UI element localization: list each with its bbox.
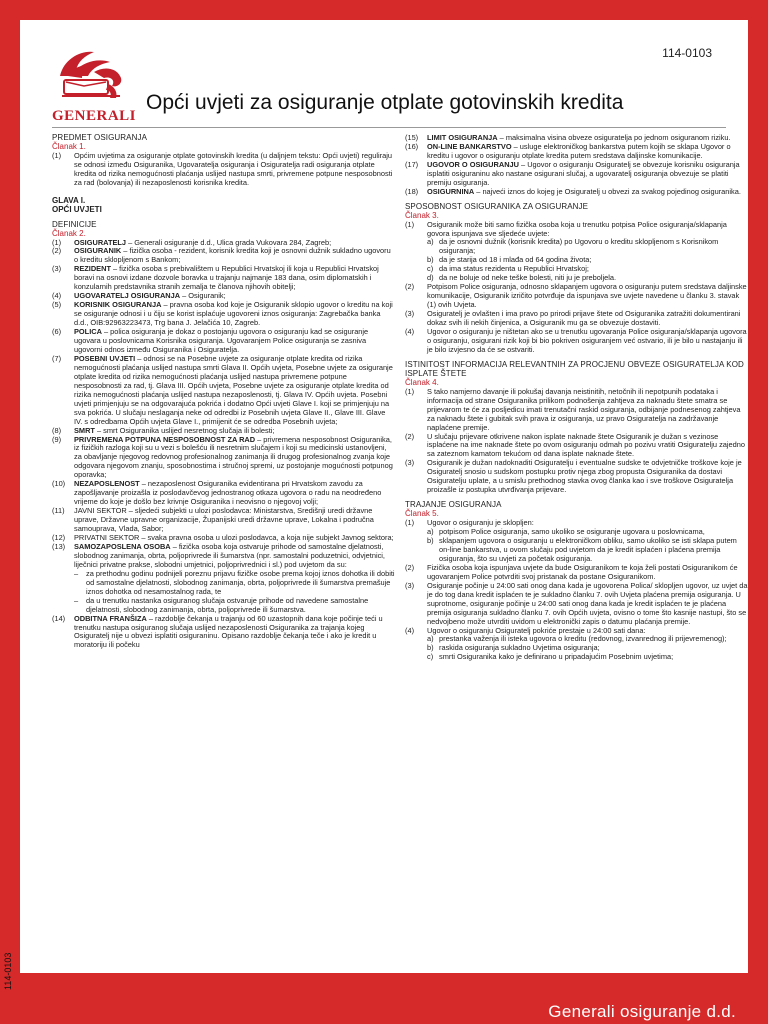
clause-item: [405, 143, 748, 161]
clause-text: – usluge elektroničkog bankarstva putem kojih se sklapa Ugovor o kreditu i ugovor o osiguranju otplate kredita putem sredstava daljinske komunikacije.: [427, 141, 731, 160]
chapter-heading: GLAVA I.: [52, 195, 86, 205]
clause-text: – razdoblje čekanja u trajanju od 60 uzastopnih dana koje počinje teći u trenutku nastupa osiguranog slučaja uslijed nezaposlenosti Osiguranika za trajanja kojeg Osiguratelj nije u obvezi isplatiti osiguraninu. Opisano razdoblje čekanja teče i ako je kredit u moratoriju ili počeku: [74, 613, 383, 650]
clause-text: – fizička osoba koja ostvaruje prihode od samostalne djelatnosti, slobodnog zanimanja, obrta, poljoprivrede ili šumarstva (npr. samostalni poduzetnici, odvjetnici, liječnici privatne prakse, slobodni umjetnici, poljoprivrednici i sl.) pod uvjetom da su:: [74, 541, 385, 569]
clause-text: – najveći iznos do kojeg je Osiguratelj u obvezi za svakog pojedinog osiguranika.: [474, 186, 741, 196]
clause-term: POSEBNI UVJETI: [74, 353, 136, 363]
clause-item: [405, 283, 748, 310]
sub-clause-text: za prethodnu godinu podnijeli poreznu prijavu fizičke osobe prema kojoj iznos dohotka ili dobiti od samostalne djelatnosti, slobodnog zanimanja, obrta, poljoprivrede ili šumarstva premašuje iznos dohotka od nesamostalnog rada, te: [86, 568, 395, 596]
clause-text: – Generali osiguranje d.d., Ulica grada Vukovara 284, Zagreb;: [126, 237, 332, 247]
clause-number: (4): [52, 291, 62, 301]
clause-text: Osiguratelj je ovlašten i ima pravo po prirodi prijave štete od Osiguranika zatražiti dokumentirani dokaz svih ili nekih činjenica, a Osiguranik mu ga se obvezuje dostaviti.: [427, 309, 741, 328]
article-number: Članak 5.: [405, 509, 439, 519]
sub-clause: [405, 238, 748, 256]
clause-text: – pravna osoba kod koje je Osiguranik sklopio ugovor o kreditu na koji se osiguranje odnosi i u čiju se korist isplaćuje ugovoreni iznos osiguranja: Zagrebačka banka d.d., OIB:92963223473, Trg bana J. Jelačića 10, Zagreb.: [74, 300, 393, 328]
right-column: [405, 134, 748, 662]
clause-item: [52, 480, 395, 507]
clause-number: (15): [405, 133, 419, 142]
clause-number: (14): [52, 613, 66, 623]
sub-clause-text: sklapanjem ugovora o osiguranju u elektroničkom obliku, samo ukoliko se isti sklapa putem on-line bankarstva, u ovom slučaju pod uvjetom da je kredit isplaćen i plaćena premija osiguranja, što su uvjeti za početak osiguranja.: [439, 535, 737, 563]
chapter-heading: OPĆI UVJETI: [52, 204, 102, 214]
sub-clause-text: da ne boluje od neke teške bolesti, niti ju je preboljela.: [439, 273, 617, 283]
clause-text: Osiguranje počinje u 24:00 sati onog dana kada je ugovorena Polica/ sklopljen ugovor, uz uvjet da je do tog dana kredit isplaćen te je sukladno članku 7. ovih Uvjeta plaćena premija osiguranja. U suprotnome, osiguranje počinje u 24:00 sati onog dana kada je kredit isplaćen te je plaćena premija osiguranja sukladno članku 7. ovih Općih uvjeta, ovisno o tome što kasnije nastupi, što se nedvojbeno može utvrditi uvidom u elektronički zapis o datumu plaćanja premije.: [427, 580, 748, 626]
clause-number: (1): [405, 386, 415, 396]
page-title: Opći uvjeti za osiguranje otplate gotovinskih kredita: [146, 91, 624, 114]
article-number: Članak 2.: [52, 228, 86, 238]
section-heading: TRAJANJE OSIGURANJA: [405, 500, 502, 510]
section-heading: DEFINICIJE: [52, 219, 97, 229]
clause-item: [405, 459, 748, 495]
clause-item: [405, 328, 748, 355]
spacer: [52, 188, 395, 197]
clause-number: (4): [405, 625, 415, 635]
clause-item: [52, 615, 395, 651]
clause-number: (6): [52, 327, 62, 337]
sub-clause: [52, 597, 395, 615]
clause-item: [405, 433, 748, 460]
clause-text: Općim uvjetima za osiguranje otplate gotovinskih kredita (u daljnjem tekstu: Opći uvjeti) reguliraju se odnosi između Osiguranika, Ugovaratelja osiguranja i Osiguratelja radi osiguranja otplate kredita od rizika nemogućnosti plaćanja uslijed nastupa smrti, privremene potpune nesposobnosti za rad (bolovanja) ili nezaposlenosti korisnika kredita.: [74, 150, 393, 187]
brand-wordmark: GENERALI: [52, 108, 137, 124]
clause-text: JAVNI SEKTOR – sljedeći subjekti u ulozi poslodavca: Ministarstva, Središnji uredi državne uprave, Državne upravne organizacije, Županijski uredi državne uprave, Lokalna i područna samouprava, Vlada, Sabor;: [74, 506, 374, 534]
clause-number: (12): [52, 532, 66, 542]
sub-clause-text: da ima status rezidenta u Republici Hrvatskoj;: [439, 264, 589, 274]
document-number: 114-0103: [662, 46, 712, 60]
clause-text: – fizička osoba s prebivalištem u Republici Hrvatskoj ili koja u Republici Hrvatskoj boravi na osnovi izdane dozvole boravka u trajanju najmanje 183 dana, osim diplomatskih i konzularnih predstavnika stranih zemalja te članova njihovih obitelji;: [74, 264, 379, 292]
clause-number: (1): [52, 237, 62, 247]
clause-item: [405, 221, 748, 239]
clause-term: POLICA: [74, 327, 102, 337]
sub-clause-text: da je starija od 18 i mlađa od 64 godina života;: [439, 255, 592, 265]
clause-number: (7): [52, 353, 62, 363]
section-heading: SPOSOBNOST OSIGURANIKA ZA OSIGURANJE: [405, 201, 589, 211]
side-document-code: 114-0103: [3, 952, 13, 990]
clause-number: (16): [405, 141, 419, 151]
clause-number: (18): [405, 186, 419, 196]
clause-item: [405, 388, 748, 433]
article-number: Članak 1.: [52, 141, 86, 151]
sub-clause: [405, 537, 748, 564]
sub-clause-marker: a): [427, 634, 434, 644]
clause-item: [52, 355, 395, 427]
clause-number: (8): [52, 425, 62, 435]
clause-number: (13): [52, 541, 66, 551]
clause-text: – Ugovor o osiguranju Osiguratelj se obvezuje korisniku osiguranja isplatiti osiguraninu ako nastane osigurani slučaj, a ugovaratelj osiguranja obvezuje se platiti premiju osiguranja.: [427, 159, 740, 187]
article-number: Članak 3.: [405, 210, 439, 220]
company-name: Generali osiguranje d.d.: [548, 1002, 736, 1021]
sub-clause-text: prestanka važenja ili isteka ugovora o kreditu (redovnog, izvanrednog ili prijevremenog);: [439, 634, 727, 644]
sub-clause-marker: b): [427, 255, 434, 265]
clause-item: [52, 507, 395, 534]
clause-text: – smrt Osiguranika uslijed nesretnog slučaja ili bolesti;: [94, 425, 275, 435]
clause-term: OSIGURATELJ: [74, 237, 127, 247]
sub-clause-text: da u trenutku nastanka osiguranog slučaja ostvaruje prihode od navedene samostalne djelatnosti, slobodnog zanimanja, obrta, poljoprivrede ili šumarstva.: [86, 595, 369, 614]
article-number: Članak 4.: [405, 377, 439, 387]
clause-term: KORISNIK OSIGURANJA: [74, 300, 162, 310]
clause-number: (1): [405, 219, 415, 229]
clause-text: – fizička osoba - rezident, korisnik kredita koji je osnovni dužnik sukladno ugovoru o kreditu sklopljenom s Bankom;: [74, 246, 391, 265]
clause-text: Osiguranik može biti samo fizička osoba koja u trenutku potpisa Police osiguranja/sklapanja govora ispunjava sve sljedeće uvjete:: [427, 219, 727, 238]
clause-number: (3): [52, 264, 62, 274]
sub-clause-text: da je osnovni dužnik (korisnik kredita) po Ugovoru o kreditu sklopljenom s Korisnikom osiguranja;: [439, 237, 719, 256]
clause-item: [52, 436, 395, 481]
clause-item: [405, 188, 748, 197]
clause-term: PRIVREMENA POTPUNA NESPOSOBNOST ZA RAD: [74, 434, 256, 444]
clause-item: [52, 152, 395, 188]
left-column: [52, 134, 395, 662]
clause-term: ODBITNA FRANŠIZA: [74, 613, 147, 623]
clause-text: – nezaposlenost Osiguranika evidentirana pri Hrvatskom zavodu za zapošljavanje proizašla iz poslodavčevog jednostranog otkaza ugovora o radu na neodređeno vrijeme do koje je došlo bez krivnje Osiguranika i neovisno o njegovoj volji;: [74, 479, 382, 507]
sub-clause-marker: a): [427, 527, 434, 537]
clause-term: SMRT: [74, 425, 95, 435]
sub-clause-text: raskida osiguranja sukladno Uvjetima osiguranja;: [439, 643, 600, 653]
clause-number: (2): [405, 562, 415, 572]
sub-clause-marker: –: [74, 595, 79, 605]
sub-clause: [405, 653, 748, 662]
clause-item: [405, 582, 748, 627]
clause-text: PRIVATNI SEKTOR – svaka pravna osoba u ulozi poslodavca, a koja nije subjekt Javnog sektora;: [74, 532, 394, 542]
clause-number: (10): [52, 479, 66, 489]
sub-clause-marker: –: [74, 568, 79, 578]
clause-text: – Osiguranik;: [180, 291, 226, 301]
clause-item: [52, 247, 395, 265]
clause-number: (1): [52, 150, 62, 160]
clause-number: (11): [52, 506, 65, 516]
clause-term: REZIDENT: [74, 264, 111, 274]
clause-text: – privremena nesposobnost Osiguranika, iz fizičkih razloga koji su u vezi s bolešću ili nesretnim slučajem i koji su medicinski ustanovljeni, za obavljanje njegovog redovnog profesionalnog zanimanja ili drugog profesionalnog zvanja koje odgovara njegovom znanju, sposobnostima i stručnoj spremi, uz postojanje mogućnosti potpunog oporavka;: [74, 434, 393, 480]
clause-text: Potpisom Police osiguranja, odnosno sklapanjem ugovora o osiguranju putem sredstava daljinske komunikacije, Osiguranik izričito potvrđuje da ispunjava sve uvjete navedene u članku 3. stavak (1) ovih Uvjeta.: [427, 282, 747, 310]
clause-text: – maksimalna visina obveze osiguratelja po jednom osiguranom riziku.: [497, 133, 731, 142]
header-divider: [52, 127, 726, 128]
clause-term: OSIGURANIK: [74, 246, 122, 256]
document-page: [20, 20, 748, 973]
section-heading: PREDMET OSIGURANJA: [52, 133, 147, 142]
clause-text: – odnosi se na Posebne uvjete za osiguranje otplate kredita od rizika nemogućnosti plaćanja uslijed nastupa smrti Glava II. Općih uvjeta, Posebne uvjete za osiguranje otplate kredita od rizika nemogućnosti plaćanja uslijed nastupa privremene potpune nesposobnosti za rad, tj. Glava III. Općih uvjeta, Posebne uvjete za osiguranje otplate kredita od rizika nemogućnosti plaćanja uslijed nastupa nezaposlenosti, tj. Glava IV. Općih uvjeta. Posebni uvjeti primjenjuju se na odgovarajuća pokrića i dodatno Opći uvjeti Glave I. koji se primjenjuju na sva pokrića. U slučaju neslaganja neke od odredbi iz Posebnih uvjeta Glave II., Glave III. Glave IV. s odredbama Općih uvjeta Glave I., primijenit će se odredba Posebnih uvjeta;: [74, 353, 393, 426]
sub-clause-marker: c): [427, 264, 434, 274]
sub-clause-marker: b): [427, 643, 434, 653]
clause-text: Fizička osoba koja ispunjava uvjete da bude Osiguranikom te koja želi postati Osiguranikom će ugovaranjem Police potvrditi svoj pristanak da postane Osiguranikom.: [427, 562, 738, 581]
clause-text: S tako namjerno davanje ili pokušaj davanja neistinitih, netočnih ili nepotpunih podataka i informacija od strane Osiguranika prilikom podnošenja zahtjeva za naknadu štete smatra se prijevarom te će za posljedicu imati trenutačni raskid osiguranja, odbijanje podnesenog zahtjeva za naknadu štete i gubitak svih prava iz osiguranja, uz pravo Osiguratelja na zadržavanje naplaćene premije.: [427, 386, 741, 432]
sub-clause-marker: a): [427, 237, 434, 247]
clause-term: OSIGURNINA: [427, 186, 475, 196]
content-columns: [52, 134, 748, 662]
clause-number: (2): [405, 282, 415, 292]
clause-text: – polica osiguranja je dokaz o postojanju ugovora o osiguranju kad se osiguranje ugovara u poslovnicama Korisnika osiguranja. Ugovaranjem Police osiguranja se zasniva ugovorni odnos između Osiguranika i Osiguratelja.: [74, 327, 369, 354]
sub-clause-marker: d): [427, 273, 434, 283]
sub-clause-text: smrti Osiguranika kako je definirano u pripadajućim Posebnim uvjetima;: [439, 652, 674, 662]
clause-term: NEZAPOSLENOST: [74, 479, 140, 489]
clause-number: (5): [52, 300, 62, 310]
clause-number: (3): [405, 458, 415, 468]
clause-text: Ugovor o osiguranju je sklopljen:: [427, 518, 534, 528]
clause-number: (4): [405, 327, 415, 337]
clause-text: Ugovor o osiguranju Osiguratelj pokriće prestaje u 24:00 sati dana:: [427, 625, 646, 635]
section-heading: ISTINITOST INFORMACIJA RELEVANTNIH ZA PROCJENU OBVEZE OSIGURATELJA KOD ISPLATE ŠTETE: [405, 359, 744, 378]
clause-item: [52, 265, 395, 292]
clause-number: (2): [52, 246, 62, 256]
clause-term: LIMIT OSIGURANJA: [427, 133, 498, 142]
clause-item: [405, 310, 748, 328]
clause-term: UGOVOR O OSIGURANJU: [427, 159, 519, 169]
clause-number: (1): [405, 518, 415, 528]
sub-clause-marker: c): [427, 652, 434, 662]
clause-text: U slučaju prijevare otkrivene nakon isplate naknade štete Osiguranik je dužan s vezinose isplaćene na ime naknade štete po ovom osiguranju odmah po pozivu vratiti Osiguratelju zajedno sa zateznom kamatom tekućom od dana isplate naknade štete.: [427, 431, 745, 459]
clause-number: (3): [405, 309, 415, 319]
clause-item: [405, 161, 748, 188]
clause-item: [52, 301, 395, 328]
clause-number: (2): [405, 431, 415, 441]
clause-number: (3): [405, 580, 415, 590]
sub-clause-marker: b): [427, 535, 434, 545]
clause-item: [52, 543, 395, 570]
clause-number: (9): [52, 434, 62, 444]
clause-text: Osiguranik je dužan nadoknaditi Osiguratelju i eventualne sudske te odvjetničke troškove koje je Osiguratelj snosio u sudskom postupku protiv njega zbog propusta Osiguranika da dostavi Osiguratelju uplate, a u smislu prethodnog stavka ovog članka kao i sve troškove Osiguratelja proizašle iz postupka utvrđivanja prijevare.: [427, 458, 742, 495]
clause-text: Ugovor o osiguranju je ništetan ako se u trenutku ugovaranja Police osiguranja/sklapanja ugovora o osiguranju, osigurani rizik koji bi bio pokriven osiguranjem već ostvario, ili je bilo u nastajanju ili je bilo izvjesno da će se ostvariti.: [427, 327, 747, 354]
clause-number: (17): [405, 159, 419, 169]
clause-item: [405, 564, 748, 582]
sub-clause: [52, 570, 395, 597]
clause-term: UGOVARATELJ OSIGURANJA: [74, 291, 181, 301]
clause-item: [52, 328, 395, 355]
clause-term: SAMOZAPOSLENA OSOBA: [74, 541, 171, 551]
sub-clause-text: potpisom Police osiguranja, samo ukoliko se osiguranje ugovara u poslovnicama,: [439, 527, 705, 537]
clause-term: ON-LINE BANKARSTVO: [427, 141, 512, 151]
